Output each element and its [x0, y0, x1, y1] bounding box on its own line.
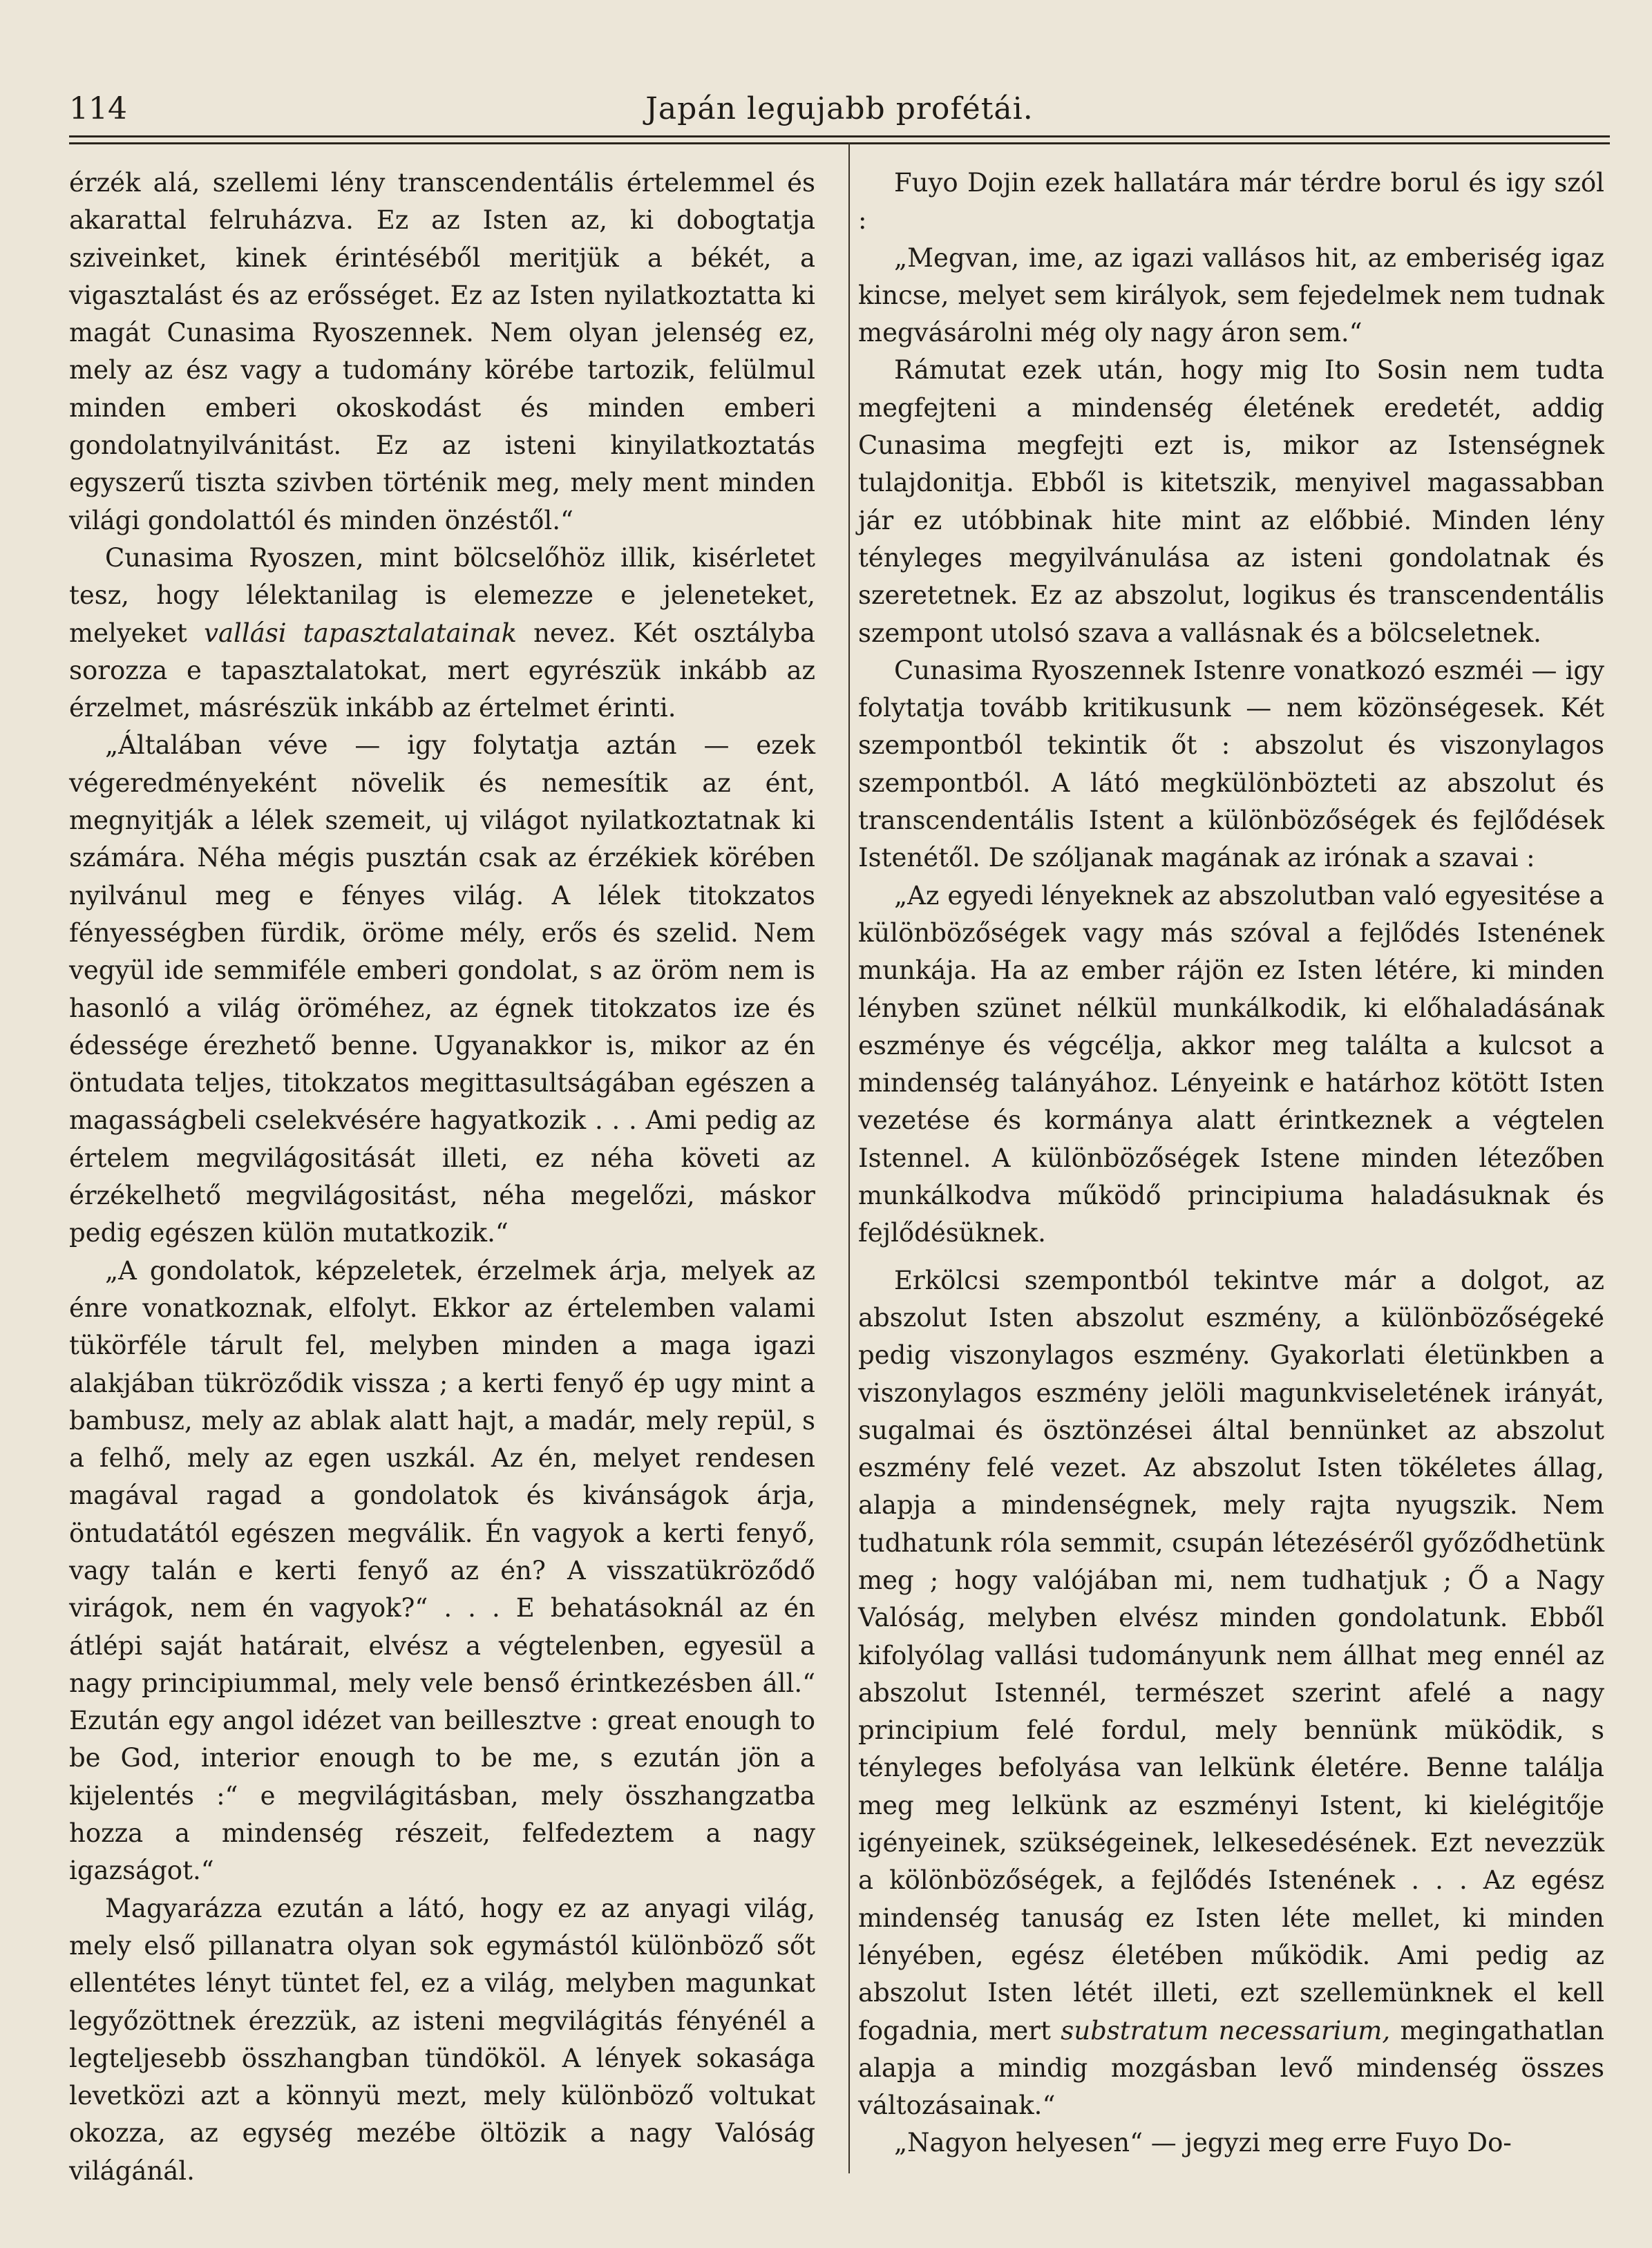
text-run: Cunasima Ryoszen, mint bölcselőhöz illik, kisérletet tesz, hogy lélektanilag is elemezze e jeleneteket, melyeket [69, 542, 815, 648]
text-run: „Megvan, ime, az igazi vallásos hit, az emberiség igaz kincse, melyet sem királyok, sem fejedelmek nem tudnak megvásárolni még oly nagy áron sem.“ [858, 242, 1604, 348]
column-divider [848, 142, 850, 2173]
text-run: Fuyo Dojin ezek hallatára már térdre borul és igy szól : [858, 168, 1604, 236]
paragraph [858, 164, 1604, 240]
running-header [69, 88, 1610, 130]
paragraph [69, 164, 815, 540]
text-run: Cunasima Ryoszennek Istenre vonatkozó eszméi — igy folytatja tovább kritikusunk — nem közönségesek. Két szempontból tekintik őt : abszolut és viszonylagos szempontból. A látó megkülönbözteti az abszolut és transcendentális Istent a különbözőségek és fejlődések Istenétől. De szóljanak magának az irónak a szavai : [858, 655, 1604, 873]
text-run: megingathatlan alapja a mindig mozgásban levő mindenség összes változásainak.“ [858, 2015, 1604, 2121]
page-number: 114 [69, 91, 127, 126]
paragraph [69, 1252, 815, 1890]
paragraph [858, 2124, 1604, 2162]
paragraph [69, 727, 815, 1252]
header-rule-top [69, 135, 1610, 137]
running-title: Japán legujabb profétái. [645, 91, 1034, 126]
paragraph [858, 877, 1604, 1252]
left-column [69, 164, 815, 2190]
paragraph [858, 1262, 1604, 2125]
italic-phrase: substratum necessarium, [1061, 2015, 1391, 2046]
italic-phrase: vallási tapasztalatainak [204, 618, 517, 648]
text-run: „Nagyon helyesen“ — jegyzi meg erre Fuyo Do- [894, 2128, 1512, 2158]
text-run: „A gondolatok, képzeletek, érzelmek árja, melyek az énre vonatkoznak, elfolyt. Ekkor az értelemben valami tükörféle tárult fel, melyben minden a maga igazi alakjában tükröződik vissza ; a kerti fenyő ép ugy mint a bambusz, mely az ablak alatt hajt, a madár, mely repül, s a felhő, mely az egen uszkál. Az én, melyet rendesen magával ragad a gondolatok és kivánságok árja, öntudatától egészen megválik. Én vagyok a kerti fenyő, vagy talán e kerti fenyő az én? A visszatükröződő virágok, nem én vagyok?“ . . . E behatásoknál az én átlépi saját határait, elvész a végtelenben, egyesül a nagy principiummal, mely vele benső érintkezésben áll.“ Ezután egy angol idézet van beillesztve : great enough to be God, interior enough to be me, s ezután jön a kijelentés :“ e megvilágitásban, mely összhangzatba hozza a mindenség részeit, felfedeztem a nagy igazságot.“ [69, 1255, 815, 1886]
header-rule-bottom [69, 142, 1610, 144]
text-run: nevez. Két osztályba sorozza e tapasztalatokat, mert egyrészük inkább az érzelmet, másrészük inkább az értelmet érinti. [69, 618, 815, 723]
paragraph [858, 240, 1604, 352]
paragraph [69, 540, 815, 727]
text-run: Magyarázza ezután a látó, hogy ez az anyagi világ, mely első pillanatra olyan sok egymástól különböző sőt ellentétes lényt tüntet fel, ez a világ, melyben magunkat legyőzöttnek érezzük, az isteni megvilágitás fényénél a legteljesebb összhangban tündököl. A lények sokasága levetközi azt a könnyü mezt, mely különböző voltukat okozza, az egység mezébe öltözik a nagy Valóság világánál. [69, 1893, 815, 2186]
paragraph [858, 352, 1604, 651]
text-run: „Az egyedi lényeknek az abszolutban való egyesitése a különbözőségek vagy más szóval a fejlődés Istenének munkája. Ha az ember rájön ez Isten létére, ki minden lényben szünet nélkül munkálkodik, ki előhaladásának eszménye és végcélja, akkor meg találta a kulcsot a mindenség talányához. Lényeink e határhoz kötött Isten vezetése és kormánya alatt érintkeznek a végtelen Istennel. A különbözőségek Istene minden létezőben munkálkodva működő principiuma haladásuknak és fejlődésüknek. [858, 880, 1604, 1248]
text-run: Rámutat ezek után, hogy mig Ito Sosin nem tudta megfejteni a mindenség életének eredetét, addig Cunasima megfejti ezt is, mikor az Istenségnek tulajdonitja. Ebből is kitetszik, menyivel magassabban jár ez utóbbinak hite mint az előbbié. Minden lény tényleges megyilvánulása az isteni gondolatnak és szeretetnek. Ez az abszolut, logikus és transcendentális szempont utolsó szava a vallásnak és a bölcseletnek. [858, 355, 1604, 648]
right-column [858, 164, 1604, 2162]
text-run: „Általában véve — igy folytatja aztán — ezek végeredményeként növelik és nemesítik az ént, megnyitják a lélek szemeit, uj világot nyilatkoztatnak ki számára. Néha mégis pusztán csak az érzékiek körében nyilvánul meg e fényes világ. A lélek titokzatos fényességben fürdik, öröme mély, erős és szelid. Nem vegyül ide semmiféle emberi gondolat, s az öröm nem is hasonló a világ öröméhez, az égnek titokzatos ize és édessége érezhető benne. Ugyanakkor is, mikor az én öntudata teljes, titokzatos megittasultságában egészen a magasságbeli cselekvésére hagyatkozik . . . Ami pedig az értelem megvilágositását illeti, ez néha követi az érzékelhető megvilágositást, néha megelőzi, máskor pedig egészen külön mutatkozik.“ [69, 730, 815, 1248]
text-run: Erkölcsi szempontból tekintve már a dolgot, az abszolut Isten abszolut eszmény, a különbözőségeké pedig viszonylagos eszmény. Gyakorlati életünkben a viszonylagos eszmény jelöli magunkviseletének irányát, sugalmai és ösztönzései által bennünket az abszolut eszmény felé vezet. Az abszolut Isten tökéletes állag, alapja a mindenségnek, mely rajta nyugszik. Nem tudhatunk róla semmit, csupán létezéséről győződhetünk meg ; hogy valójában mi, nem tudhatjuk ; Ő a Nagy Valóság, melyben elvész minden gondolatunk. Ebből kifolyólag vallási tudományunk nem állhat meg ennél az abszolut Istennél, természet szerint afelé a nagy principium felé fordul, mely bennünk müködik, s tényleges befolyása van lelkünk életére. Benne találja meg meg lelkünk az eszményi Istent, ki kielégitője igényeinek, szükségeinek, lelkesedésének. Ezt nevezzük a kölönbözőségek, a fejlődés Istenének . . . Az egész mindenség tanuság ez Isten léte mellet, ki minden lényében, egész életében működik. Ami pedig az abszolut Isten létét illeti, ezt szellemünknek el kell fogadnia, mert [858, 1265, 1604, 2046]
paragraph [858, 652, 1604, 877]
text-run: érzék alá, szellemi lény transcendentális értelemmel és akarattal felruházva. Ez az Isten az, ki dobogtatja sziveinket, kinek érintéséből meritjük a békét, a vigasztalást és az erősséget. Ez az Isten nyilatkoztatta ki magát Cunasima Ryoszennek. Nem olyan jelenség ez, mely az ész vagy a tudomány körébe tartozik, felülmul minden emberi okoskodást és minden emberi gondolatnyilvánitást. Ez az isteni kinyilatkoztatás egyszerű tiszta szivben történik meg, mely ment minden világi gondolattól és minden önzéstől.“ [69, 168, 815, 535]
paragraph [69, 1890, 815, 2190]
